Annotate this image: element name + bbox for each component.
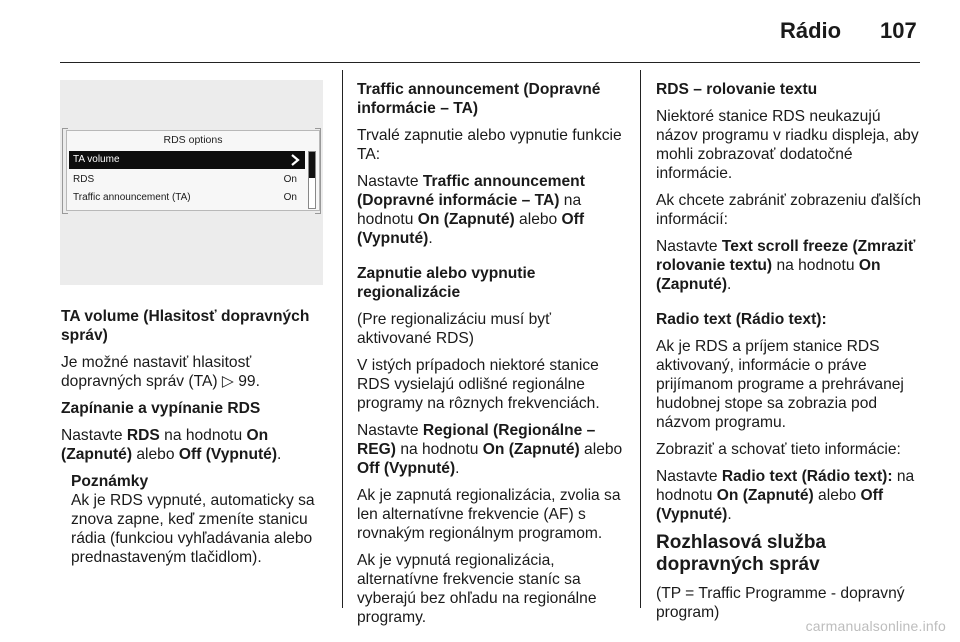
- section-heading: Traffic announcement (Dopravné informácie – TA): [357, 81, 601, 117]
- section-heading: TA volume (Hlasitosť dopravných správ): [61, 308, 310, 344]
- page-ref-icon: ▷: [221, 373, 234, 390]
- column-2: [357, 80, 629, 635]
- menu-item-label: RDS: [73, 174, 95, 185]
- paragraph: Ak je zapnutá regionalizácia, zvolia sa len alternatívne frekvencie (AF) s rovnakým regionálnym programom.: [357, 487, 621, 542]
- menu-item-rds[interactable]: [69, 171, 305, 189]
- menu-item-ta-volume[interactable]: [69, 151, 305, 169]
- paragraph: Trvalé zapnutie alebo vypnutie funkcie TA:: [357, 127, 622, 163]
- paragraph: Ak je vypnutá regionalizácia, alternatívne frekvencie staníc sa vyberajú bez ohľadu na regionálne programy.: [357, 552, 597, 626]
- section-heading: RDS – rolovanie textu: [656, 81, 818, 98]
- paragraph: Nastavte RDS na hodnotu On (Zapnuté) alebo Off (Vypnuté).: [61, 427, 282, 463]
- screen-title: RDS options: [163, 134, 223, 146]
- paragraph: Nastavte Text scroll freeze (Zmraziť rolovanie textu) na hodnotu On (Zapnuté).: [656, 238, 916, 293]
- section-heading: Zapnutie alebo vypnutie regionalizácie: [357, 265, 536, 301]
- menu-item-label: TA volume: [73, 154, 120, 165]
- column-3: [656, 80, 924, 630]
- major-heading: Rozhlasová služba dopravných správ: [656, 532, 826, 575]
- paragraph: (Pre regionalizáciu musí byť aktivované RDS): [357, 311, 551, 347]
- note-box: [71, 472, 326, 567]
- watermark-text: carmanualsonline.info: [805, 618, 946, 634]
- paragraph: Niektoré stanice RDS neukazujú názov programu v riadku displeja, aby mohli zobrazovať dodatočné informácie.: [656, 108, 919, 182]
- display-screen: [66, 130, 320, 211]
- paragraph: Ak je RDS a príjem stanice RDS aktivovaný, informácie o práve prijímanom programe a prehrávanej hudobnej stope sa zobrazia pod názvom programu.: [656, 338, 904, 431]
- paragraph: Nastavte Radio text (Rádio text): na hodnotu On (Zapnuté) alebo Off (Vypnuté).: [656, 468, 915, 523]
- page-number: 107: [880, 18, 917, 43]
- rds-options-screen-figure: [60, 80, 323, 285]
- menu-item-label: Traffic announcement (TA): [73, 192, 191, 203]
- scrollbar[interactable]: [308, 151, 316, 209]
- page-title: Rádio: [780, 18, 842, 43]
- paragraph: Zobraziť a schovať tieto informácie:: [656, 441, 901, 458]
- section-heading: Radio text (Rádio text):: [656, 311, 827, 328]
- menu-item-traffic-announcement[interactable]: [69, 189, 305, 207]
- paragraph: Ak chcete zabrániť zobrazeniu ďalších informácií:: [656, 192, 922, 228]
- column-divider: [342, 70, 343, 608]
- paragraph: (TP = Traffic Programme - dopravný program): [656, 585, 905, 621]
- chevron-right-icon: [289, 154, 301, 166]
- column-1: [61, 307, 326, 567]
- paragraph: Nastavte Regional (Regionálne – REG) na hodnotu On (Zapnuté) alebo Off (Vypnuté).: [357, 422, 623, 477]
- paragraph: Nastavte Traffic announcement (Dopravné informácie – TA) na hodnotu On (Zapnuté) alebo Off (Vypnuté).: [357, 173, 585, 247]
- paragraph: V istých prípadoch niektoré stanice RDS vysielajú odlišné regionálne programy na rôznych frekvenciách.: [357, 357, 600, 412]
- note-text: Ak je RDS vypnuté, automaticky sa znova zapne, keď zmeníte stanicu rádia (funkciou vyhľadávania alebo prednastaveným tlačidlom).: [71, 492, 315, 566]
- scroll-thumb[interactable]: [309, 152, 315, 178]
- menu-item-value: On: [283, 192, 297, 203]
- column-divider: [640, 70, 641, 608]
- menu-item-value: On: [283, 174, 297, 185]
- paragraph: Je možné nastaviť hlasitosť dopravných správ (TA) ▷ 99.: [61, 354, 260, 390]
- section-heading: Zapínanie a vypínanie RDS: [61, 400, 261, 417]
- note-title: Poznámky: [71, 473, 149, 490]
- header-divider: [60, 62, 920, 63]
